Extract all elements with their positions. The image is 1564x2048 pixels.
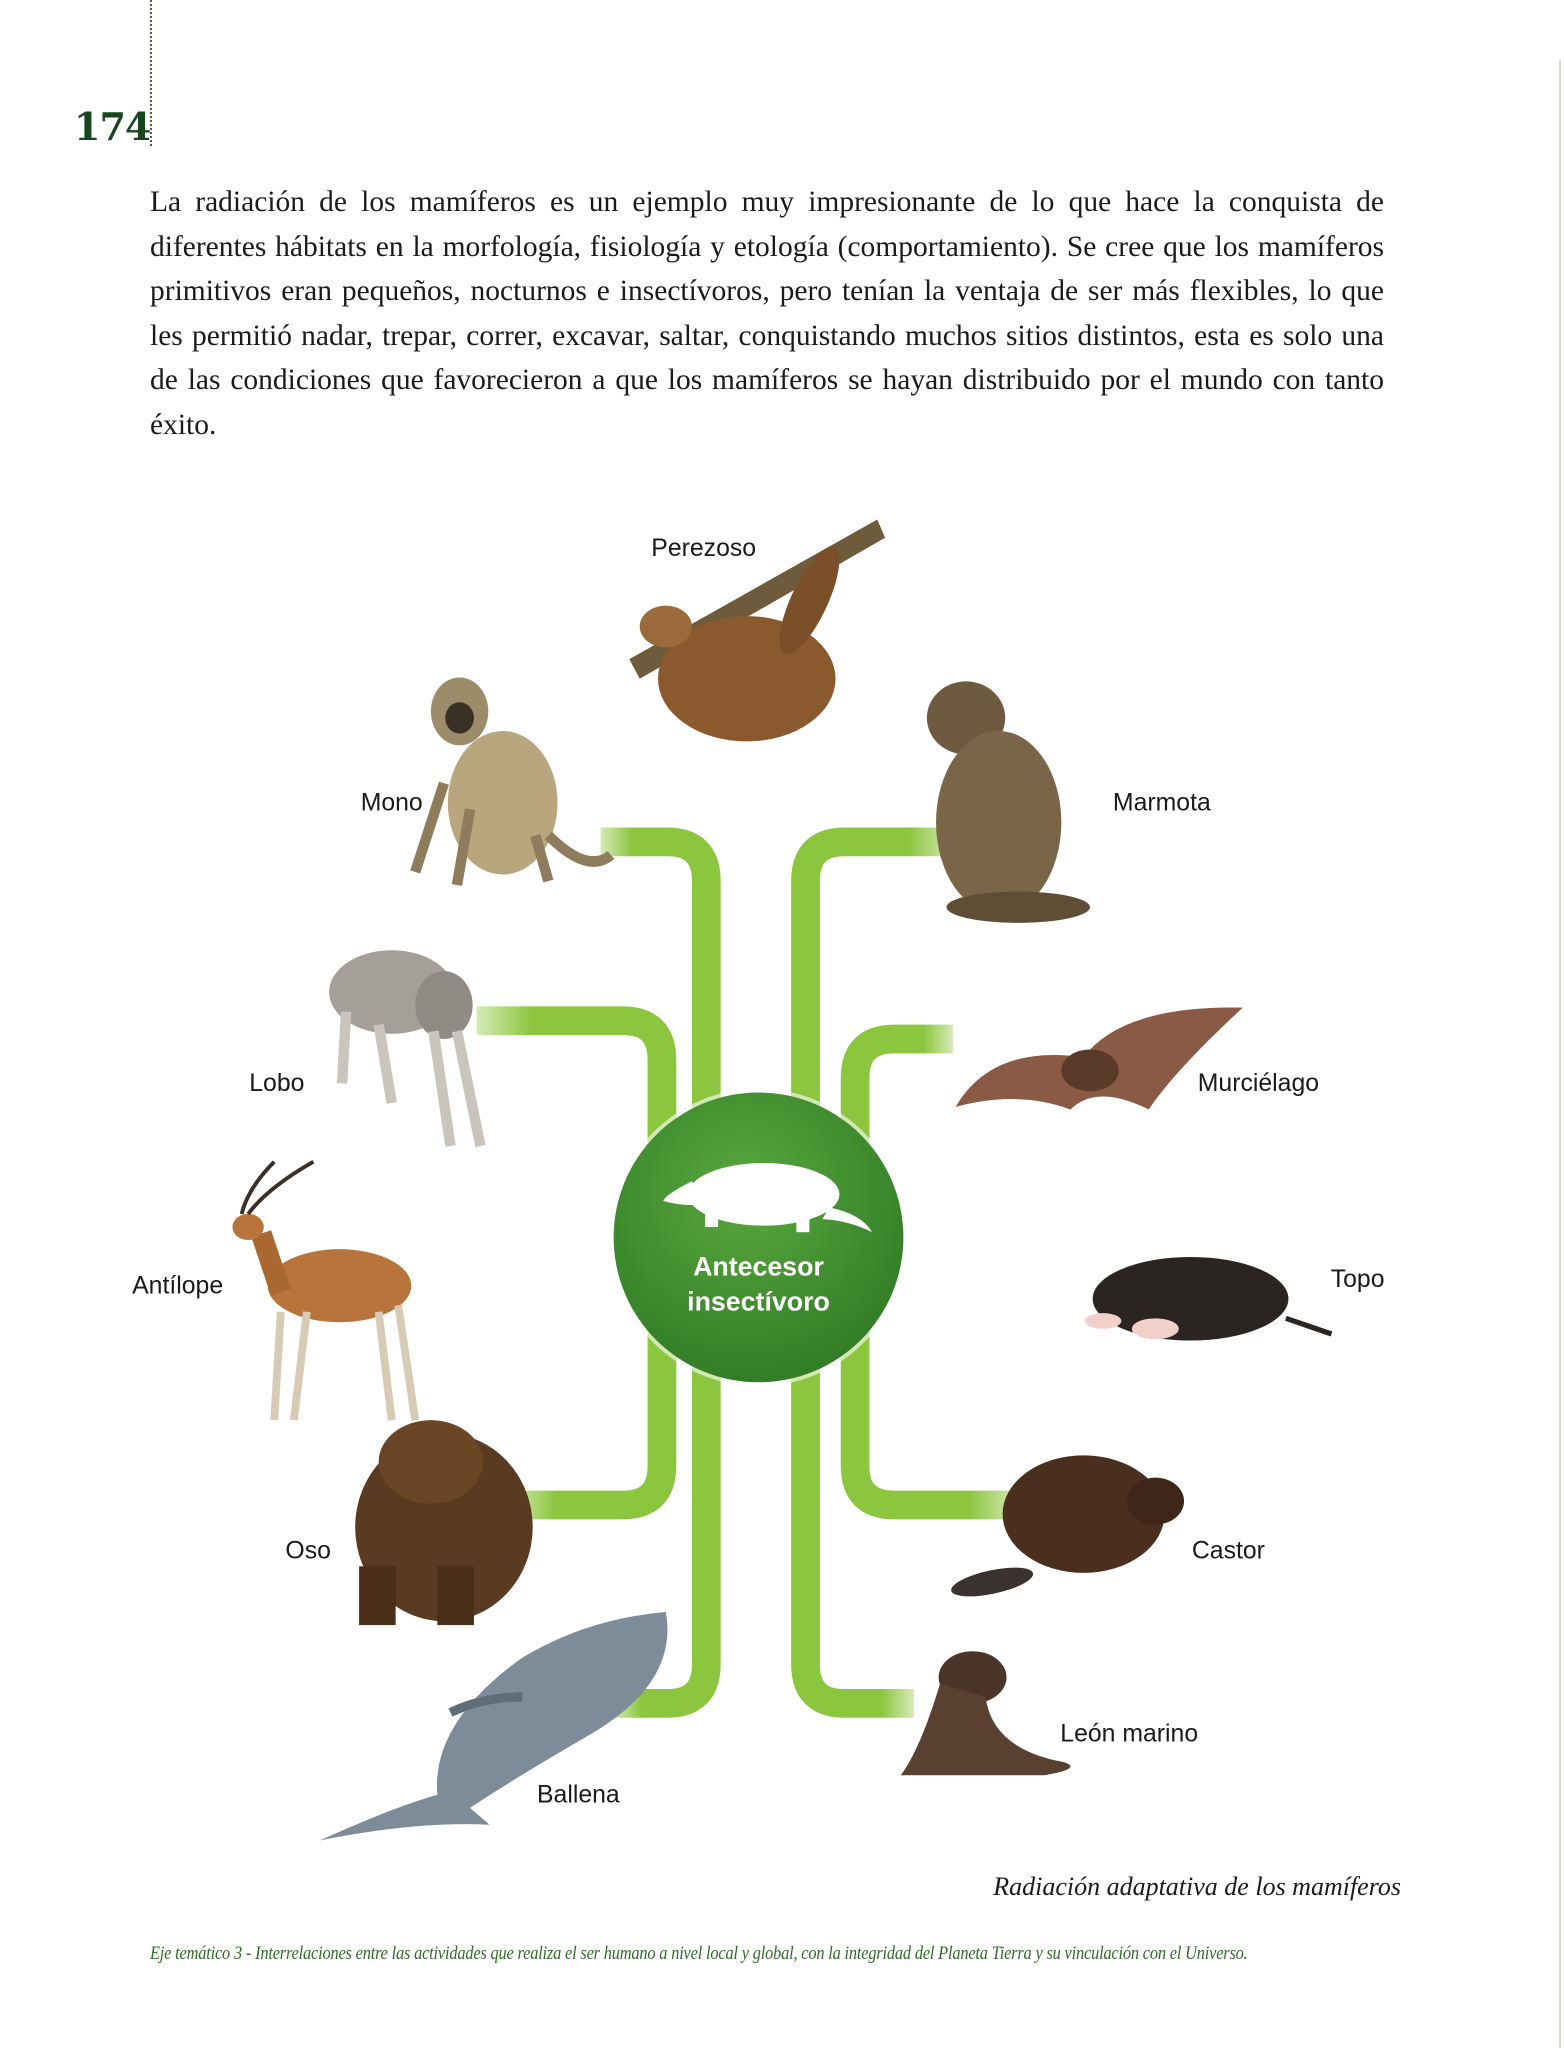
figure-caption: Radiación adaptativa de los mamíferos <box>993 1872 1401 1901</box>
ancestor-label-line1: Antecesor <box>693 1251 824 1282</box>
label-topo: Topo <box>1330 1266 1385 1294</box>
label-marmota: Marmota <box>1112 789 1211 817</box>
label-lobo: Lobo <box>249 1070 305 1098</box>
antelope-image <box>232 1162 415 1420</box>
ancestor-node <box>610 1089 908 1387</box>
branch-lobo <box>477 1021 662 1149</box>
wolf-image <box>329 950 480 1146</box>
label-ballena: Ballena <box>537 1781 620 1809</box>
branch-murcielago <box>855 1039 953 1149</box>
label-leon-marino: León marino <box>1060 1720 1199 1748</box>
label-oso: Oso <box>285 1537 331 1565</box>
page-number: 174 <box>74 104 151 149</box>
label-castor: Castor <box>1191 1537 1265 1565</box>
ancestor-label-line2: insectívoro <box>687 1286 830 1317</box>
beaver-image <box>949 1455 1184 1602</box>
label-perezoso: Perezoso <box>651 535 757 563</box>
sea-lion-image <box>901 1651 1071 1775</box>
monkey-image <box>415 677 611 885</box>
page-footer: Eje temático 3 - Interrelaciones entre las actividades que realiza el ser humano a nivel local y global, con la integridad del Planeta Tierra y su vinculación con el Universo. <box>150 1943 1248 1964</box>
body-paragraph: La radiación de los mamíferos es un ejemplo muy impresionante de lo que hace la conquista de diferentes hábitats en la morfología, fisiología y etología (comportamiento). Se cree que los mamíferos primitivos eran pequeños, nocturnos e insectívoros, pero tenían la ventaja de ser más flexibles, lo que les permitió nadar, trepar, correr, excavar, saltar, conquistando muchos sitios distintos, esta es solo una de las condiciones que favorecieron a que los mamíferos se hayan distribuido por el mundo con tanto éxito. <box>150 186 1384 441</box>
bear-image <box>355 1420 533 1625</box>
label-antilope: Antílope <box>132 1272 224 1300</box>
label-murcielago: Murciélago <box>1197 1070 1320 1098</box>
mole-image <box>1085 1257 1332 1341</box>
marmot-image <box>927 681 1090 922</box>
branch-marmota <box>805 842 952 1110</box>
label-mono: Mono <box>360 789 423 817</box>
branch-oso <box>509 1331 662 1505</box>
branch-castor <box>855 1331 1018 1505</box>
